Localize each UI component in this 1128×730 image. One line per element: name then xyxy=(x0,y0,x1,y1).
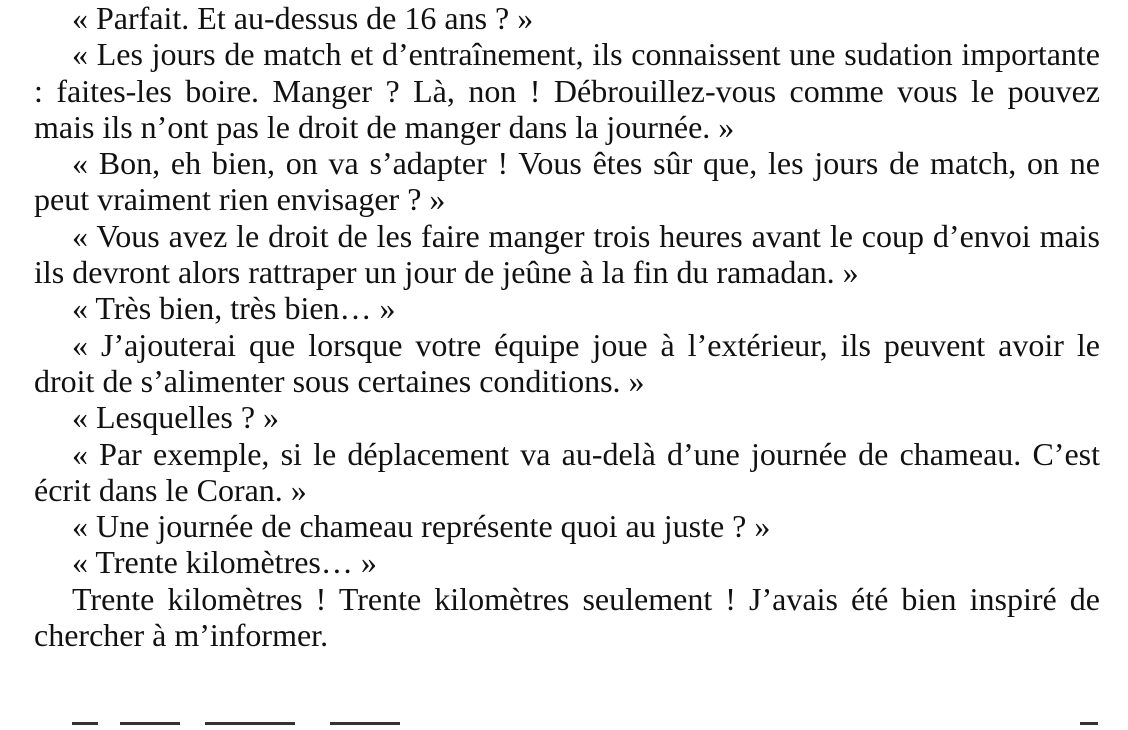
paragraph: « Une journée de chameau représente quoi au juste ? » xyxy=(72,508,771,545)
paragraph: « J’ajouterai que lorsque votre équipe joue à l’extérieur, ils peuvent avoir le droit de s’alimenter sous certaines conditions. » xyxy=(34,326,1100,399)
paragraph: « Parfait. Et au-dessus de 16 ans ? » xyxy=(72,0,534,36)
paragraph: « Bon, eh bien, on va s’adapter ! Vous êtes sûr que, les jours de match, on ne peut vraiment rien envisager ? » xyxy=(34,145,1100,218)
paragraph: « Lesquelles ? » xyxy=(72,399,280,436)
paragraph: « Les jours de match et d’entraînement, ils connaissent une sudation importante : faites-les boire. Manger ? Là, non ! Débrouillez-vous comme vous le pouvez mais ils n’ont pas le droit de manger dans la journée. » xyxy=(34,36,1100,145)
paragraph: « Vous avez le droit de les faire manger trois heures avant le coup d’envoi mais ils devront alors rattraper un jour de jeûne à la fin du ramadan. » xyxy=(34,217,1100,291)
paragraph: « Par exemple, si le déplacement va au-delà d’une journée de chameau. C’est écrit dans le Coran. » xyxy=(34,435,1100,508)
paragraph: Trente kilomètres ! Trente kilomètres seulement ! J’avais été bien inspiré de chercher à m’informer. xyxy=(34,580,1100,654)
body-text xyxy=(34,0,1100,653)
cropped-next-line xyxy=(0,722,1128,730)
paragraph: « Trente kilomètres… » xyxy=(72,544,377,581)
paragraph: « Très bien, très bien… » xyxy=(72,290,396,327)
